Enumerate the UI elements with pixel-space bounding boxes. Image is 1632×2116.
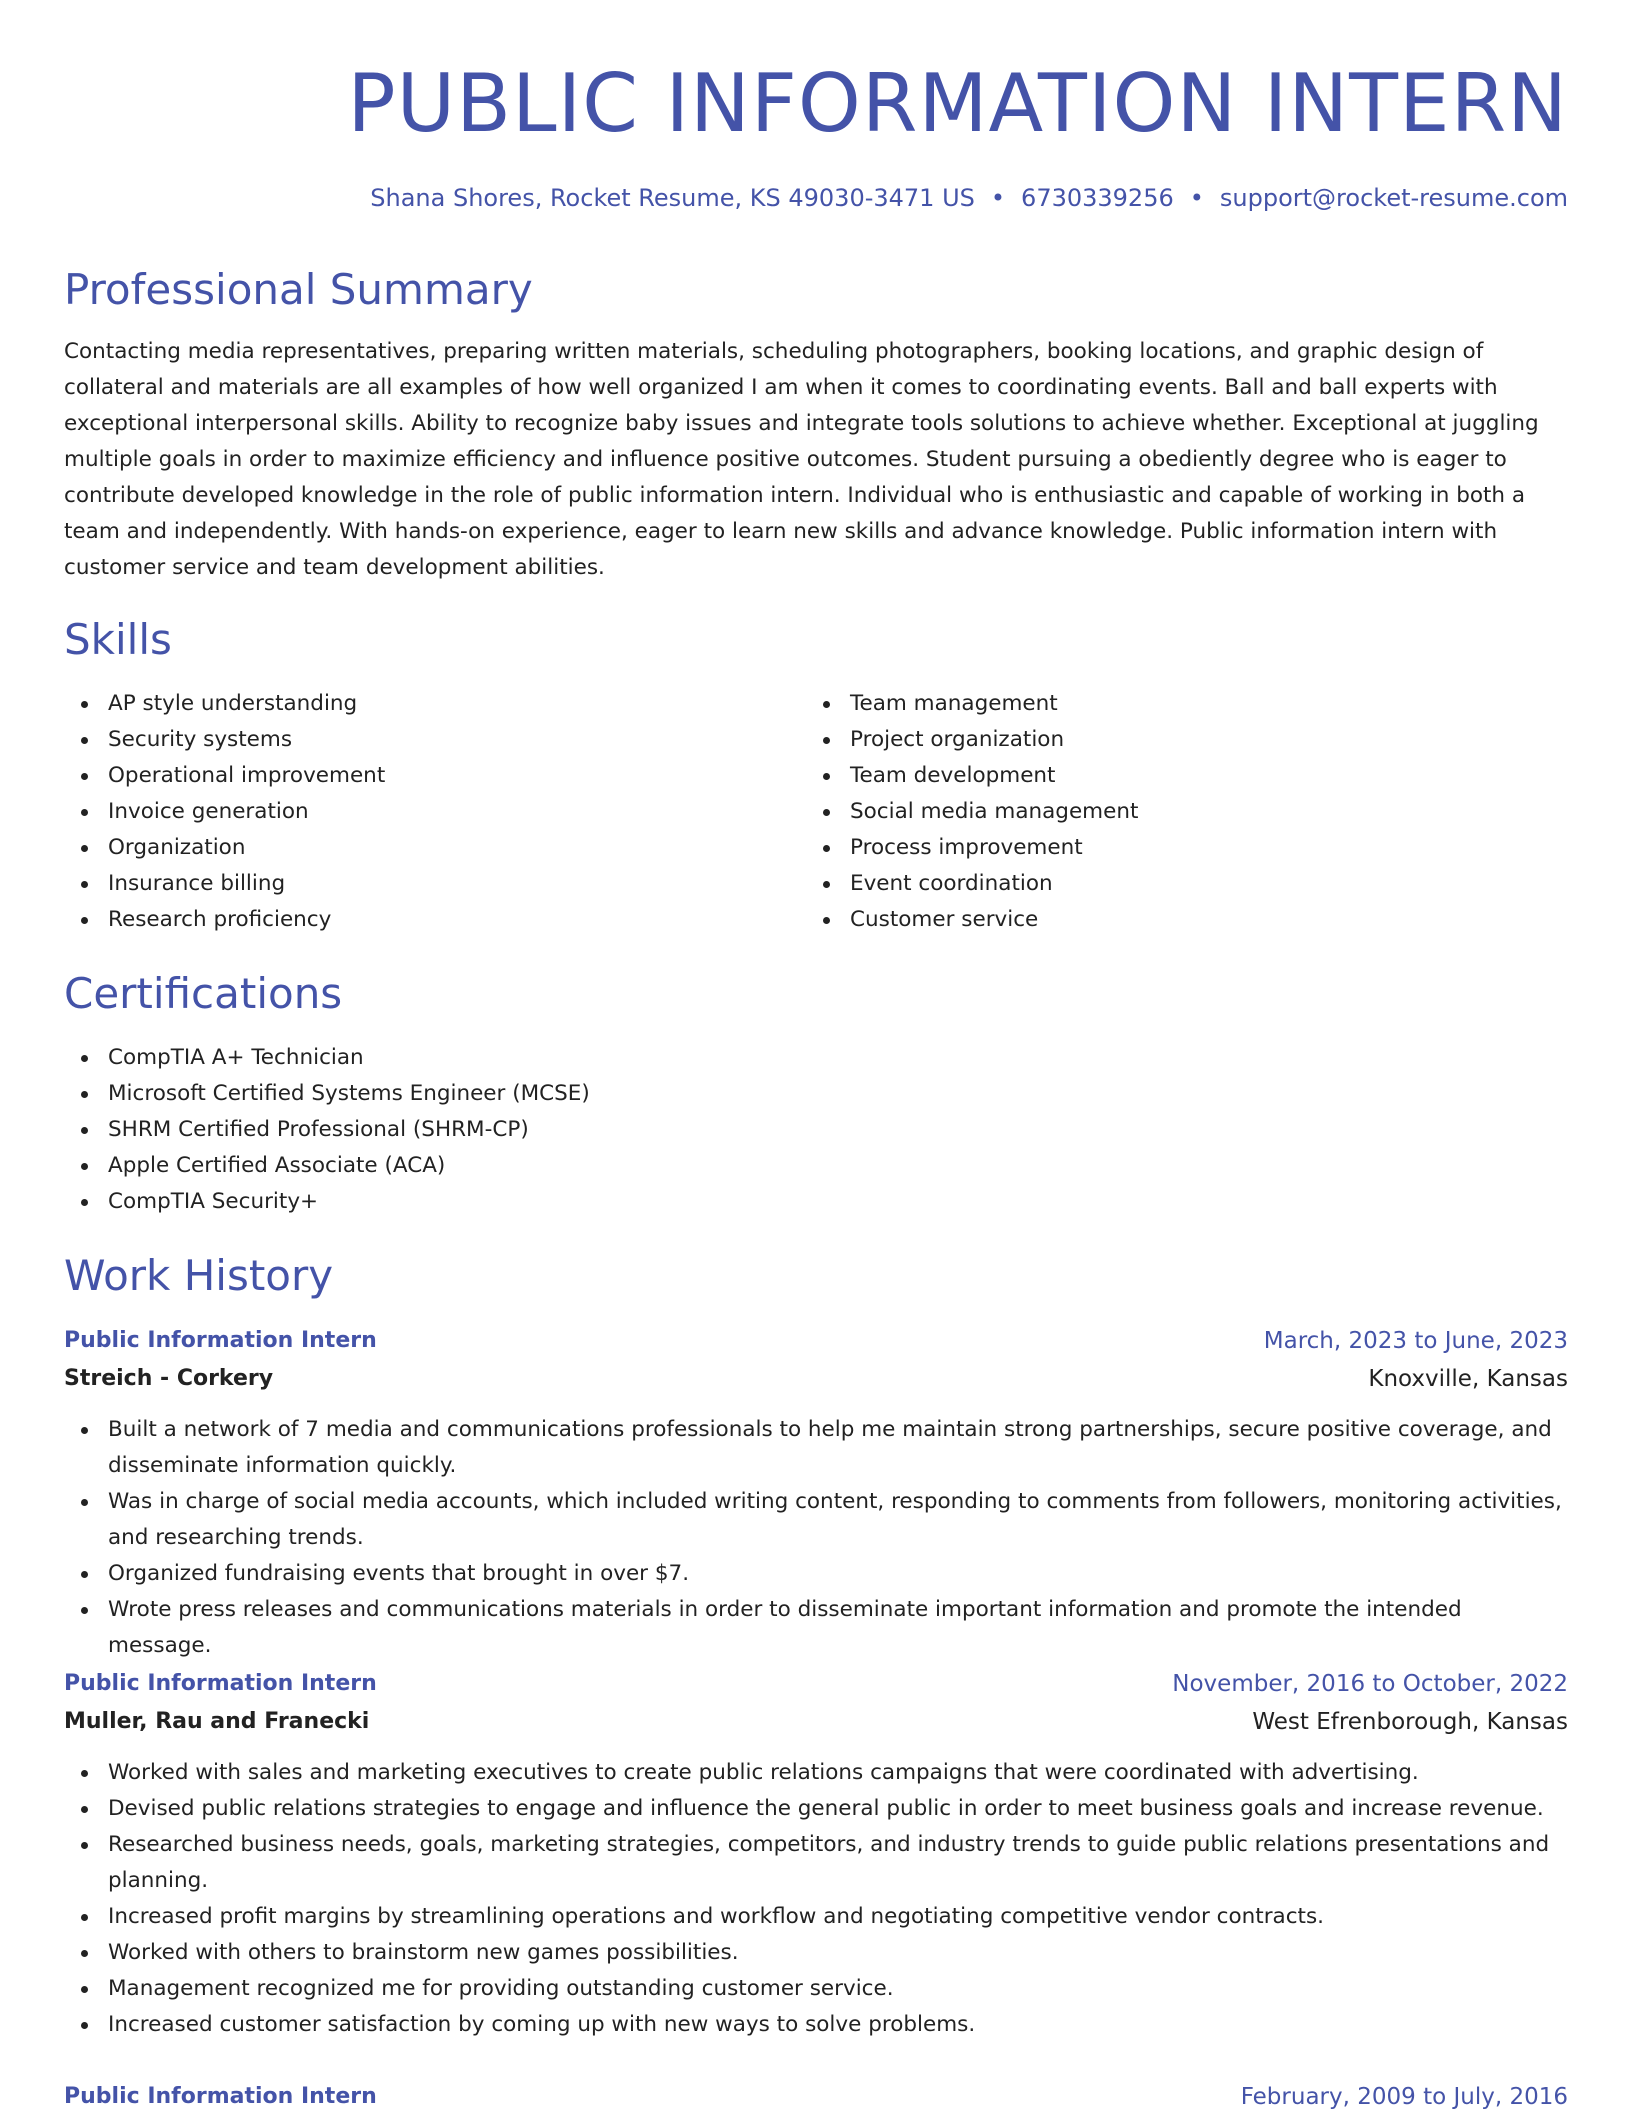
job-header (64, 1322, 1568, 1360)
skill-item: Team development (806, 758, 1506, 794)
job-bullets (64, 1412, 1568, 1664)
job-bullet: Increased profit margins by streamlining operations and workflow and negotiating competitive vendor contracts. (64, 1899, 1568, 1935)
job-title: Public Information Intern (64, 1671, 377, 1696)
job-subheader (64, 1360, 1568, 1398)
contact-separator: • (990, 184, 1006, 212)
skill-item: Social media management (806, 794, 1506, 830)
job-bullets (64, 1755, 1568, 2043)
job-bullet: Wrote press releases and communications materials in order to disseminate important information and promote the intended message. (64, 1592, 1568, 1664)
certification-item: SHRM Certified Professional (SHRM-CP) (64, 1112, 590, 1148)
certification-item: Apple Certified Associate (ACA) (64, 1148, 590, 1184)
job-dates: November, 2016 to October, 2022 (1172, 1671, 1568, 1697)
contact-email: support@rocket-resume.com (1219, 184, 1568, 212)
skills-heading: Skills (64, 615, 172, 664)
job-entry (64, 1665, 1568, 2043)
certifications-list (64, 1040, 590, 1220)
certifications-heading: Certifications (64, 969, 343, 1018)
job-company: Streich - Corkery (64, 1366, 274, 1391)
resume-title: PUBLIC INFORMATION INTERN (347, 57, 1568, 150)
skills-list-left (64, 686, 764, 938)
resume-page (64, 0, 1568, 2112)
job-bullet: Was in charge of social media accounts, which included writing content, responding to comments from followers, monitoring activities, and researching trends. (64, 1484, 1568, 1556)
job-location: West Efrenborough, Kansas (1252, 1709, 1568, 1735)
job-bullet: Devised public relations strategies to engage and influence the general public in order to meet business goals and increase revenue. (64, 1791, 1568, 1827)
certification-item: CompTIA A+ Technician (64, 1040, 590, 1076)
contact-line (370, 182, 1568, 214)
job-header (64, 2078, 1568, 2116)
skill-item: Research proficiency (64, 902, 764, 938)
contact-address: Shana Shores, Rocket Resume, KS 49030-3471 US (370, 184, 975, 212)
job-header (64, 1665, 1568, 1703)
job-bullet: Increased customer satisfaction by coming up with new ways to solve problems. (64, 2007, 1568, 2043)
job-bullet: Management recognized me for providing outstanding customer service. (64, 1971, 1568, 2007)
skill-item: Operational improvement (64, 758, 764, 794)
skills-list-right (806, 686, 1506, 938)
job-title: Public Information Intern (64, 1328, 377, 1353)
contact-phone: 6730339256 (1021, 184, 1174, 212)
job-entry (64, 2078, 1568, 2116)
skill-item: Insurance billing (64, 866, 764, 902)
skill-item: Organization (64, 830, 764, 866)
job-bullet: Worked with others to brainstorm new games possibilities. (64, 1935, 1568, 1971)
skill-item: Security systems (64, 722, 764, 758)
job-bullet: Organized fundraising events that brought in over $7. (64, 1556, 1568, 1592)
summary-text: Contacting media representatives, preparing written materials, scheduling photographers, booking locations, and graphic design of collateral and materials are all examples of how well organized I am when it comes to coordinating events. Ball and ball experts with exceptional interpersonal skills. Ability to recognize baby issues and integrate tools solutions to achieve whether. Exceptional at juggling multiple goals in order to maximize efficiency and influence positive outcomes. Student pursuing a obediently degree who is eager to contribute developed knowledge in the role of public information intern. Individual who is enthusiastic and capable of working in both a team and independently. With hands-on experience, eager to learn new skills and advance knowledge. Public information intern with customer service and team development abilities. (64, 339, 1539, 580)
job-bullet: Worked with sales and marketing executives to create public relations campaigns that were coordinated with advertising. (64, 1755, 1568, 1791)
job-title: Public Information Intern (64, 2084, 377, 2109)
skill-item: AP style understanding (64, 686, 764, 722)
skill-item: Customer service (806, 902, 1506, 938)
certification-item: CompTIA Security+ (64, 1184, 590, 1220)
job-dates: February, 2009 to July, 2016 (1240, 2084, 1568, 2110)
summary-heading: Professional Summary (64, 265, 533, 314)
job-bullet: Researched business needs, goals, marketing strategies, competitors, and industry trends to guide public relations presentations and planning. (64, 1827, 1568, 1899)
skill-item: Team management (806, 686, 1506, 722)
skill-item: Invoice generation (64, 794, 764, 830)
job-bullet: Built a network of 7 media and communications professionals to help me maintain strong partnerships, secure positive coverage, and disseminate information quickly. (64, 1412, 1568, 1484)
skill-item: Project organization (806, 722, 1506, 758)
work-history-heading: Work History (64, 1251, 334, 1300)
contact-separator: • (1189, 184, 1204, 212)
skill-item: Process improvement (806, 830, 1506, 866)
job-subheader (64, 1703, 1568, 1741)
job-location: Knoxville, Kansas (1368, 1366, 1568, 1392)
job-entry (64, 1322, 1568, 1664)
job-dates: March, 2023 to June, 2023 (1263, 1328, 1568, 1354)
skill-item: Event coordination (806, 866, 1506, 902)
certification-item: Microsoft Certified Systems Engineer (MCSE) (64, 1076, 590, 1112)
job-company: Muller, Rau and Franecki (64, 1709, 370, 1734)
